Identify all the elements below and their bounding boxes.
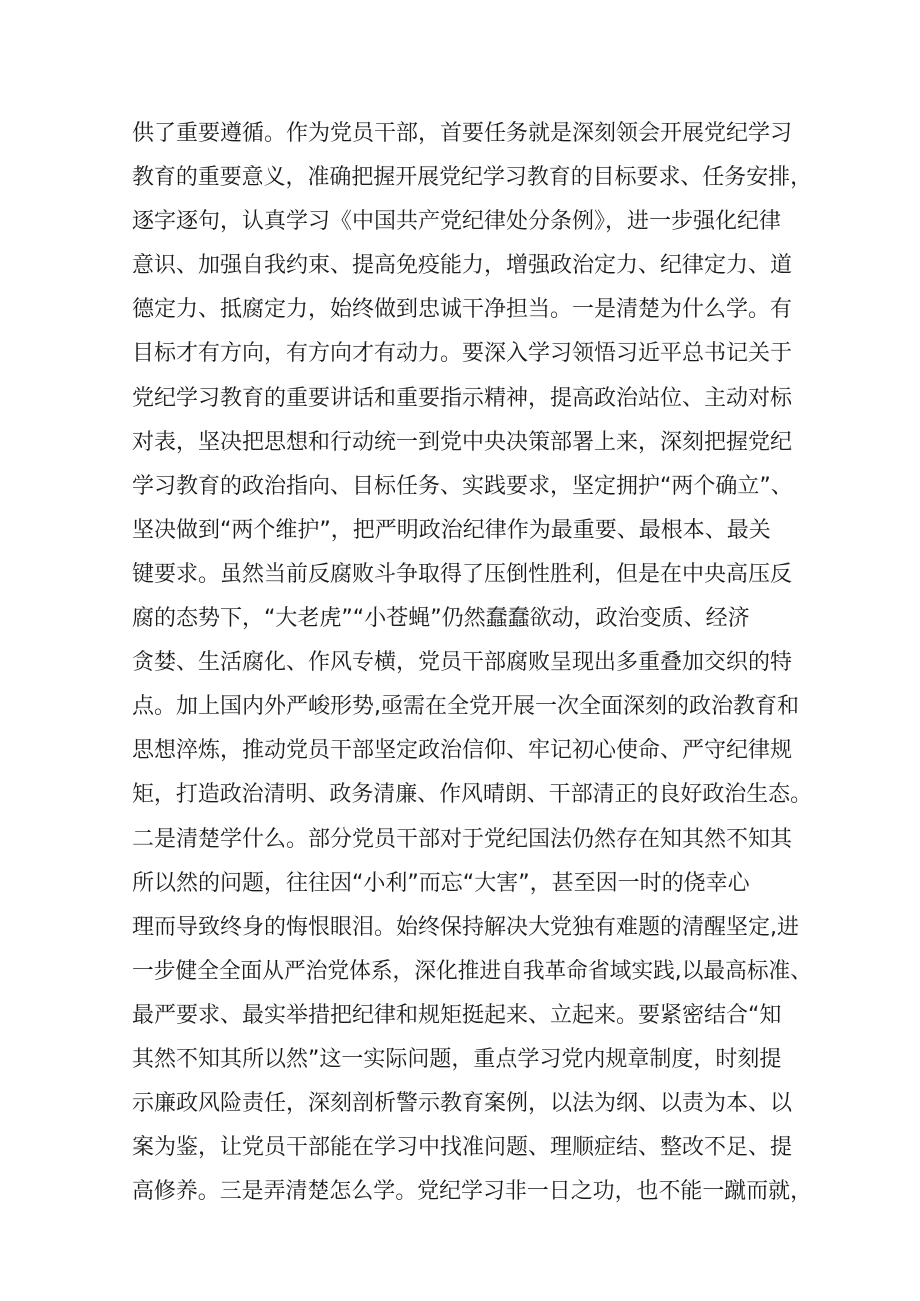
text-line: 一步健全全面从严治党体系，深化推进自我革命省域实践,以最高标准、	[132, 958, 812, 984]
text-line: 教育的重要意义，准确把握开展党纪学习教育的目标要求、任务安排，	[132, 165, 813, 191]
text-line: 理而导致终身的悔恨眼泪。始终保持解决大党独有难题的清醒坚定,进	[132, 914, 799, 940]
text-line: 高修养。三是弄清楚怎么学。党纪学习非一日之功，也不能一蹴而就，	[132, 1179, 813, 1205]
text-line: 意识、加强自我约束、提高免疫能力，增强政治定力、纪律定力、道	[132, 253, 793, 279]
text-line: 所以然的问题，往往因“小利”而忘“大害”，甚至因一时的侥幸心	[132, 870, 750, 896]
text-line: 逐字逐句，认真学习《中国共产党纪律处分条例》，进一步强化纪律	[132, 209, 782, 235]
text-line: 学习教育的政治指向、目标任务、实践要求，坚定拥护“两个确立”、	[132, 473, 793, 499]
text-line: 供了重要遵循。作为党员干部，首要任务就是深刻领会开展党纪学习	[132, 121, 793, 146]
text-line: 德定力、抵腐定力，始终做到忠诚干净担当。一是清楚为什么学。有	[132, 297, 793, 323]
text-line: 其然不知其所以然”这一实际问题，重点学习党内规章制度，时刻提	[132, 1046, 782, 1072]
body-text	[132, 112, 812, 1214]
text-line: 党纪学习教育的重要讲话和重要指示精神，提高政治站位、主动对标	[132, 385, 793, 411]
text-line: 坚决做到“两个维护”，把严明政治纪律作为最重要、最根本、最关	[132, 517, 771, 543]
text-line: 思想淬炼，推动党员干部坚定政治信仰、牢记初心使命、严守纪律规	[132, 738, 793, 764]
text-line: 键要求。虽然当前反腐败斗争取得了压倒性胜利，但是在中央高压反	[132, 561, 793, 587]
text-line: 案为鉴，让党员干部能在学习中找准问题、理顺症结、整改不足、提	[132, 1135, 793, 1161]
text-line: 点。加上国内外严峻形势,亟需在全党开展一次全面深刻的政治教育和	[132, 694, 799, 720]
text-line: 示廉政风险责任，深刻剖析警示教育案例，以法为纲、以责为本、以	[132, 1091, 793, 1117]
text-line: 目标才有方向，有方向才有动力。要深入学习领悟习近平总书记关于	[132, 341, 793, 367]
text-line: 二是清楚学什么。部分党员干部对于党纪国法仍然存在知其然不知其	[132, 826, 793, 852]
text-line: 对表，坚决把思想和行动统一到党中央决策部署上来，深刻把握党纪	[132, 429, 793, 455]
text-line: 腐的态势下，“大老虎”“小苍蝇”仍然蠢蠢欲动，政治变质、经济	[132, 606, 750, 632]
text-line: 最严要求、最实举措把纪律和规矩挺起来、立起来。要紧密结合“知	[132, 1002, 782, 1028]
text-line: 矩，打造政治清明、政务清廉、作风晴朗、干部清正的良好政治生态。	[132, 782, 813, 808]
text-line: 贪婪、生活腐化、作风专横，党员干部腐败呈现出多重叠加交织的特	[132, 650, 793, 676]
